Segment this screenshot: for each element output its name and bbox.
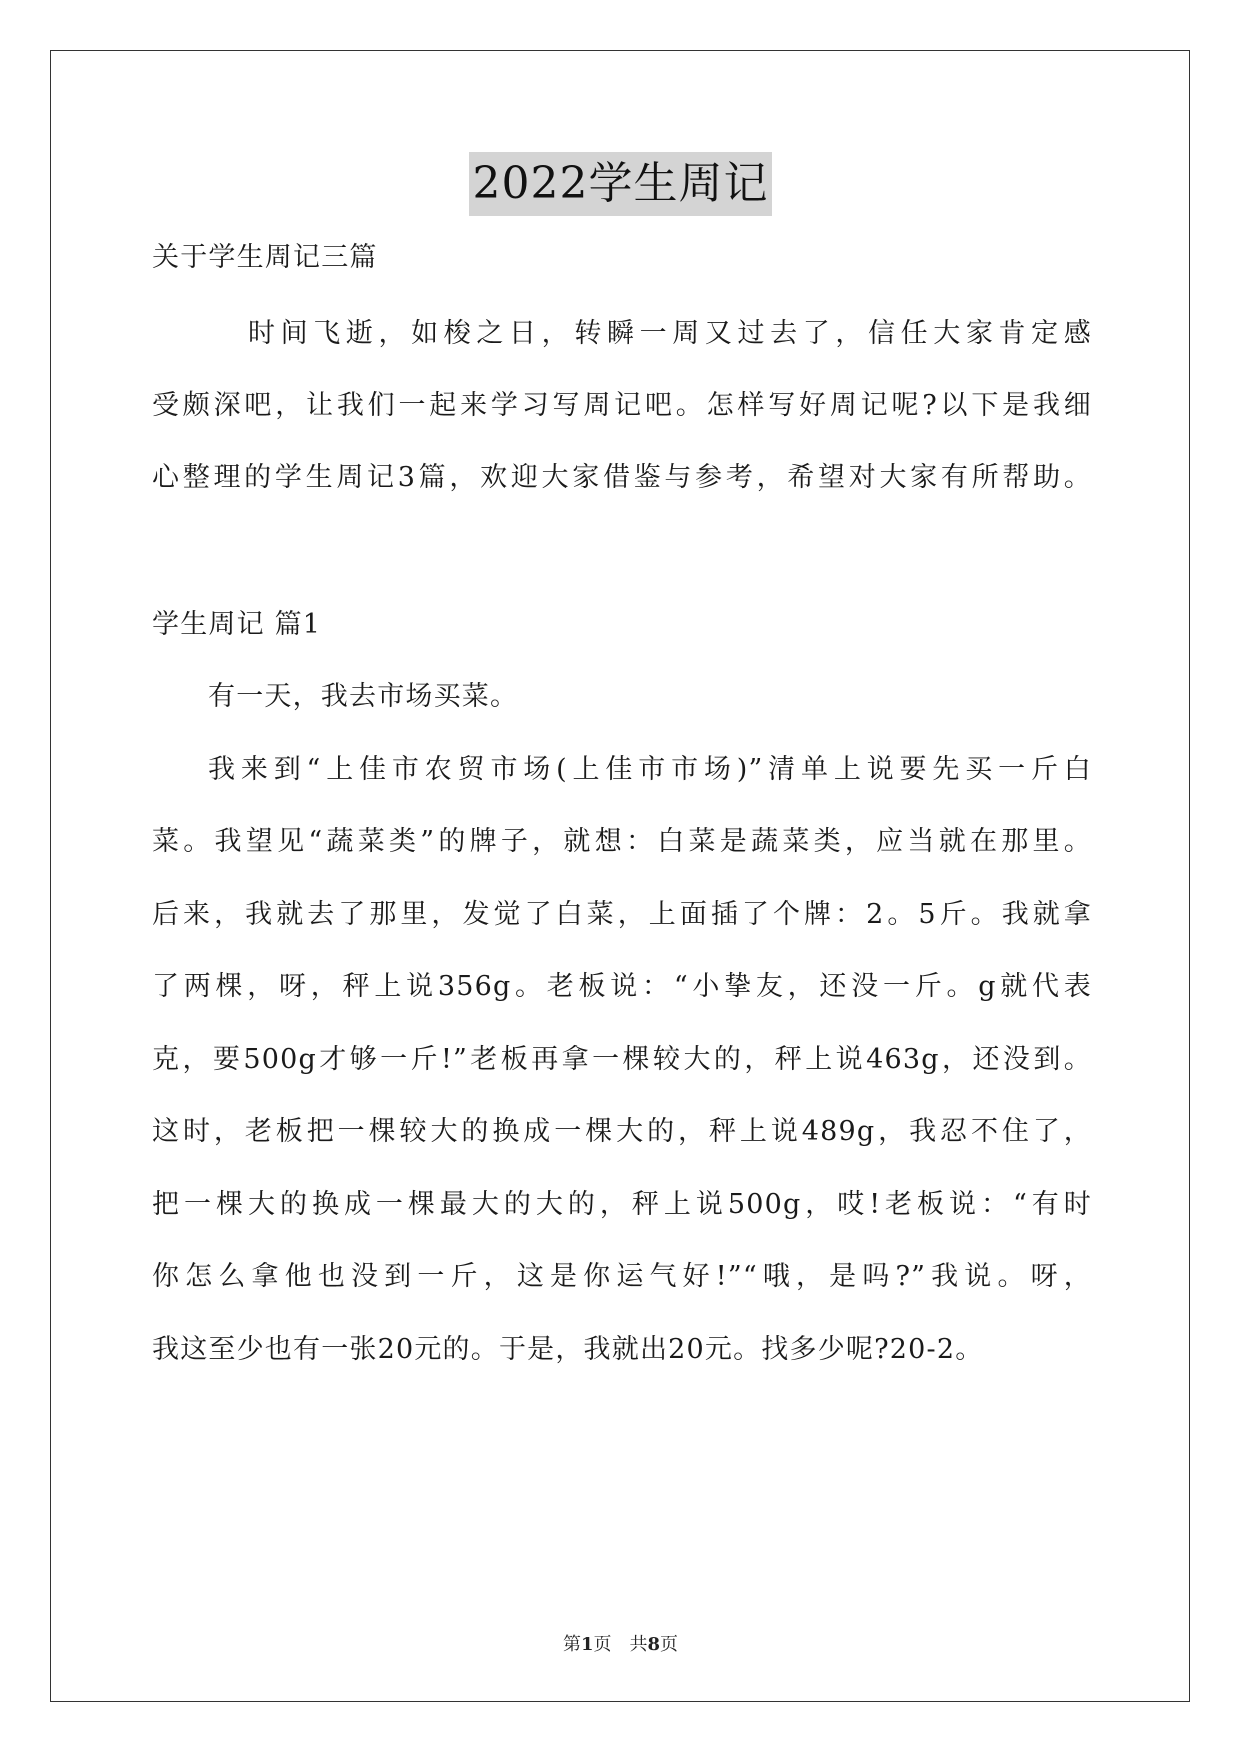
footer-middle: 页 共 <box>593 1634 648 1655</box>
footer-suffix: 页 <box>660 1634 679 1655</box>
intro-line: 受颇深吧，让我们一起来学习写周记吧。怎样写好周记呢?以下是我细 <box>152 390 1092 421</box>
intro-line: 时间飞逝，如梭之日，转瞬一周又过去了，信任大家肯定感 <box>248 318 1092 349</box>
footer-current-page: 1 <box>580 1634 594 1655</box>
body-line: 后来，我就去了那里，发觉了白菜，上面插了个牌：2。5斤。我就拿 <box>152 899 1092 930</box>
page-footer <box>0 1630 1241 1656</box>
body-line: 我来到“上佳市农贸市场(上佳市市场)”清单上说要先买一斤白 <box>208 754 1092 785</box>
body-line: 这时，老板把一棵较大的换成一棵大的，秤上说489g，我忍不住了， <box>152 1116 1092 1147</box>
body-line: 了两棵，呀，秤上说356g。老板说：“小挚友，还没一斤。g就代表 <box>152 971 1092 1002</box>
body-line: 把一棵大的换成一棵最大的大的，秤上说500g，哎!老板说：“有时 <box>152 1189 1092 1220</box>
footer-prefix: 第 <box>562 1634 581 1655</box>
intro-line: 心整理的学生周记3篇，欢迎大家借鉴与参考，希望对大家有所帮助。 <box>152 462 1092 493</box>
body-line: 你怎么拿他也没到一斤，这是你运气好!”“哦，是吗?”我说。呀， <box>152 1261 1092 1292</box>
body-first-line: 有一天，我去市场买菜。 <box>208 681 519 712</box>
section-heading: 学生周记 篇1 <box>152 609 322 640</box>
body-line: 我这至少也有一张20元的。于是，我就出20元。找多少呢?20-2。 <box>152 1334 984 1365</box>
subtitle: 关于学生周记三篇 <box>152 242 378 273</box>
body-line: 菜。我望见“蔬菜类”的牌子，就想：白菜是蔬菜类，应当就在那里。 <box>152 826 1092 857</box>
footer-total-pages: 8 <box>647 1634 661 1655</box>
page-border <box>50 50 1190 1702</box>
title-container <box>0 152 1241 216</box>
document-title: 2022学生周记 <box>469 152 773 216</box>
body-line: 克，要500g才够一斤!”老板再拿一棵较大的，秤上说463g，还没到。 <box>152 1044 1092 1075</box>
